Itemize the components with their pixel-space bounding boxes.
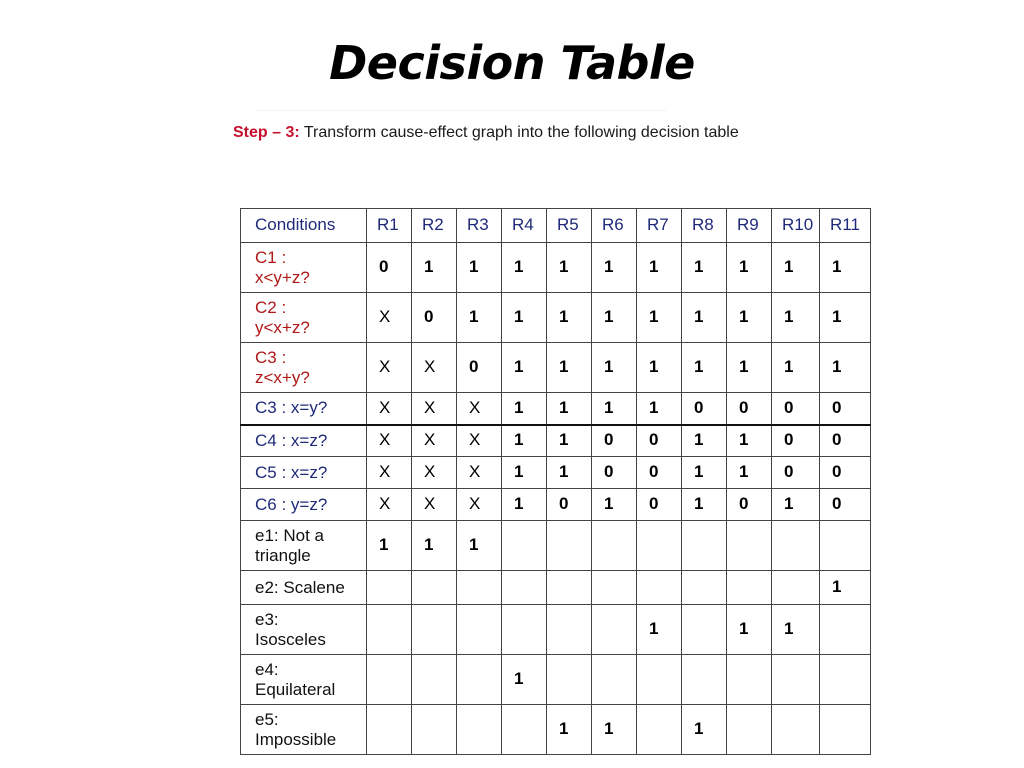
table-cell: X [367, 393, 412, 425]
table-cell: 1 [727, 293, 772, 343]
table-cell: X [457, 393, 502, 425]
table-cell: 0 [772, 393, 820, 425]
decision-table [240, 208, 871, 755]
table-cell: 1 [637, 343, 682, 393]
table-cell: 1 [772, 343, 820, 393]
table-cell [820, 655, 871, 705]
table-cell: 0 [637, 489, 682, 521]
table-row [241, 605, 871, 655]
table-cell: 1 [637, 605, 682, 655]
row-label: e5: Impossible [241, 705, 367, 755]
header-rule: R7 [637, 209, 682, 243]
table-cell: 0 [457, 343, 502, 393]
table-cell [772, 521, 820, 571]
table-cell: 1 [727, 243, 772, 293]
table-row [241, 393, 871, 425]
table-cell [502, 571, 547, 605]
row-label: C6 : y=z? [241, 489, 367, 521]
table-row [241, 655, 871, 705]
table-cell: 1 [502, 489, 547, 521]
table-cell [592, 655, 637, 705]
table-cell: 0 [772, 425, 820, 457]
table-cell [772, 655, 820, 705]
table-cell: 1 [682, 243, 727, 293]
table-cell: 0 [727, 393, 772, 425]
header-rule: R5 [547, 209, 592, 243]
table-cell: 1 [682, 457, 727, 489]
table-cell: 0 [820, 457, 871, 489]
table-cell [412, 605, 457, 655]
table-cell: 1 [592, 489, 637, 521]
table-cell [772, 571, 820, 605]
table-cell: 1 [547, 293, 592, 343]
table-cell: 1 [547, 705, 592, 755]
table-cell: 1 [502, 293, 547, 343]
table-cell: 1 [457, 243, 502, 293]
table-cell: 1 [502, 457, 547, 489]
table-cell: 1 [727, 425, 772, 457]
table-cell: 1 [637, 393, 682, 425]
table-cell: 1 [820, 243, 871, 293]
header-rule: R9 [727, 209, 772, 243]
table-cell [682, 655, 727, 705]
table-cell: 1 [502, 425, 547, 457]
header-rule: R6 [592, 209, 637, 243]
table-cell [820, 705, 871, 755]
table-cell: X [367, 457, 412, 489]
table-cell [820, 521, 871, 571]
table-cell: 1 [682, 489, 727, 521]
table-cell: 0 [547, 489, 592, 521]
table-cell: X [457, 457, 502, 489]
table-cell [412, 705, 457, 755]
table-row [241, 489, 871, 521]
table-cell: 1 [412, 243, 457, 293]
table-cell [592, 571, 637, 605]
table-cell [592, 605, 637, 655]
header-row [241, 209, 871, 243]
table-cell [367, 605, 412, 655]
table-cell [412, 571, 457, 605]
row-label: e3: Isosceles [241, 605, 367, 655]
table-cell: X [412, 457, 457, 489]
table-cell: 1 [820, 293, 871, 343]
table-cell: 1 [727, 457, 772, 489]
table-cell: 1 [592, 393, 637, 425]
table-cell: 1 [772, 293, 820, 343]
row-label: e2: Scalene [241, 571, 367, 605]
table-cell: 0 [820, 393, 871, 425]
table-cell: 1 [820, 343, 871, 393]
header-rule: R4 [502, 209, 547, 243]
table-cell [682, 605, 727, 655]
table-cell [637, 571, 682, 605]
table-cell [637, 655, 682, 705]
table-cell: 0 [820, 425, 871, 457]
table-cell: 1 [547, 243, 592, 293]
table-cell [727, 521, 772, 571]
table-cell: 1 [457, 293, 502, 343]
header-rule: R11 [820, 209, 871, 243]
table-cell: X [412, 425, 457, 457]
table-cell [457, 705, 502, 755]
table-cell: 1 [682, 293, 727, 343]
row-label: C2 : y<x+z? [241, 293, 367, 343]
header-rule: R8 [682, 209, 727, 243]
table-cell: 1 [637, 293, 682, 343]
header-rule: R10 [772, 209, 820, 243]
table-cell: 0 [367, 243, 412, 293]
table-cell: 1 [547, 457, 592, 489]
table-cell [412, 655, 457, 705]
step-caption [233, 124, 739, 142]
table-cell: 1 [547, 343, 592, 393]
table-cell [502, 605, 547, 655]
table-cell: 1 [457, 521, 502, 571]
table-cell: 1 [592, 243, 637, 293]
table-cell: 1 [772, 605, 820, 655]
table-cell: 1 [547, 393, 592, 425]
page-title: Decision Table [329, 36, 695, 90]
table-cell: X [412, 489, 457, 521]
table-cell: 0 [727, 489, 772, 521]
table-cell: 1 [772, 243, 820, 293]
table-cell [367, 705, 412, 755]
table-cell [727, 655, 772, 705]
table-cell: 1 [592, 343, 637, 393]
table-cell: 1 [367, 521, 412, 571]
table-cell: 1 [820, 571, 871, 605]
table-cell: 1 [412, 521, 457, 571]
table-cell: 1 [682, 425, 727, 457]
row-label: C5 : x=z? [241, 457, 367, 489]
table-cell: 1 [502, 393, 547, 425]
table-cell [502, 705, 547, 755]
table-row [241, 243, 871, 293]
table-row [241, 293, 871, 343]
table-cell: 1 [502, 343, 547, 393]
row-label: e4: Equilateral [241, 655, 367, 705]
table-cell: X [457, 489, 502, 521]
table-cell [772, 705, 820, 755]
table-row [241, 457, 871, 489]
table-cell: 1 [502, 243, 547, 293]
table-cell: 0 [682, 393, 727, 425]
table-cell: 1 [592, 705, 637, 755]
table-row [241, 705, 871, 755]
divider [256, 110, 666, 111]
table-cell: X [367, 489, 412, 521]
table-cell [547, 655, 592, 705]
table-cell: 0 [820, 489, 871, 521]
table-cell [547, 521, 592, 571]
header-rule: R2 [412, 209, 457, 243]
table-row [241, 571, 871, 605]
table-cell: 1 [727, 343, 772, 393]
table-cell: 1 [682, 705, 727, 755]
table-cell [457, 655, 502, 705]
table-cell: 1 [592, 293, 637, 343]
table-cell: 0 [412, 293, 457, 343]
table-row [241, 425, 871, 457]
row-label: C1 : x<y+z? [241, 243, 367, 293]
table-cell: 0 [637, 425, 682, 457]
table-cell [727, 705, 772, 755]
table-cell: 0 [772, 457, 820, 489]
table-cell [592, 521, 637, 571]
table-cell: X [367, 293, 412, 343]
table-cell [367, 655, 412, 705]
table-cell [457, 605, 502, 655]
table-cell: 0 [592, 425, 637, 457]
table-cell [637, 521, 682, 571]
table-cell: X [457, 425, 502, 457]
header-conditions: Conditions [241, 209, 367, 243]
header-rule: R1 [367, 209, 412, 243]
row-label: C4 : x=z? [241, 425, 367, 457]
table-cell [547, 571, 592, 605]
table-cell: X [367, 425, 412, 457]
table-cell: X [367, 343, 412, 393]
table-cell: 1 [502, 655, 547, 705]
table-cell: X [412, 343, 457, 393]
table-cell: 1 [637, 243, 682, 293]
header-rule: R3 [457, 209, 502, 243]
table-cell: 1 [547, 425, 592, 457]
table-cell [547, 605, 592, 655]
step-text: Transform cause-effect graph into the following decision table [303, 124, 739, 141]
table-cell [637, 705, 682, 755]
step-label: Step – 3: [233, 124, 300, 141]
table-cell [367, 571, 412, 605]
table-cell [727, 571, 772, 605]
table-cell: 1 [772, 489, 820, 521]
table-cell [682, 571, 727, 605]
row-label: e1: Not a triangle [241, 521, 367, 571]
row-label: C3 : x=y? [241, 393, 367, 425]
table-cell: 0 [637, 457, 682, 489]
table-cell: 0 [592, 457, 637, 489]
table-cell [820, 605, 871, 655]
row-label: C3 : z<x+y? [241, 343, 367, 393]
table-cell: 1 [727, 605, 772, 655]
table-body [241, 243, 871, 755]
table-cell [457, 571, 502, 605]
table-row [241, 343, 871, 393]
table-row [241, 521, 871, 571]
table-cell: 1 [682, 343, 727, 393]
table-cell: X [412, 393, 457, 425]
table-cell [502, 521, 547, 571]
table-cell [682, 521, 727, 571]
